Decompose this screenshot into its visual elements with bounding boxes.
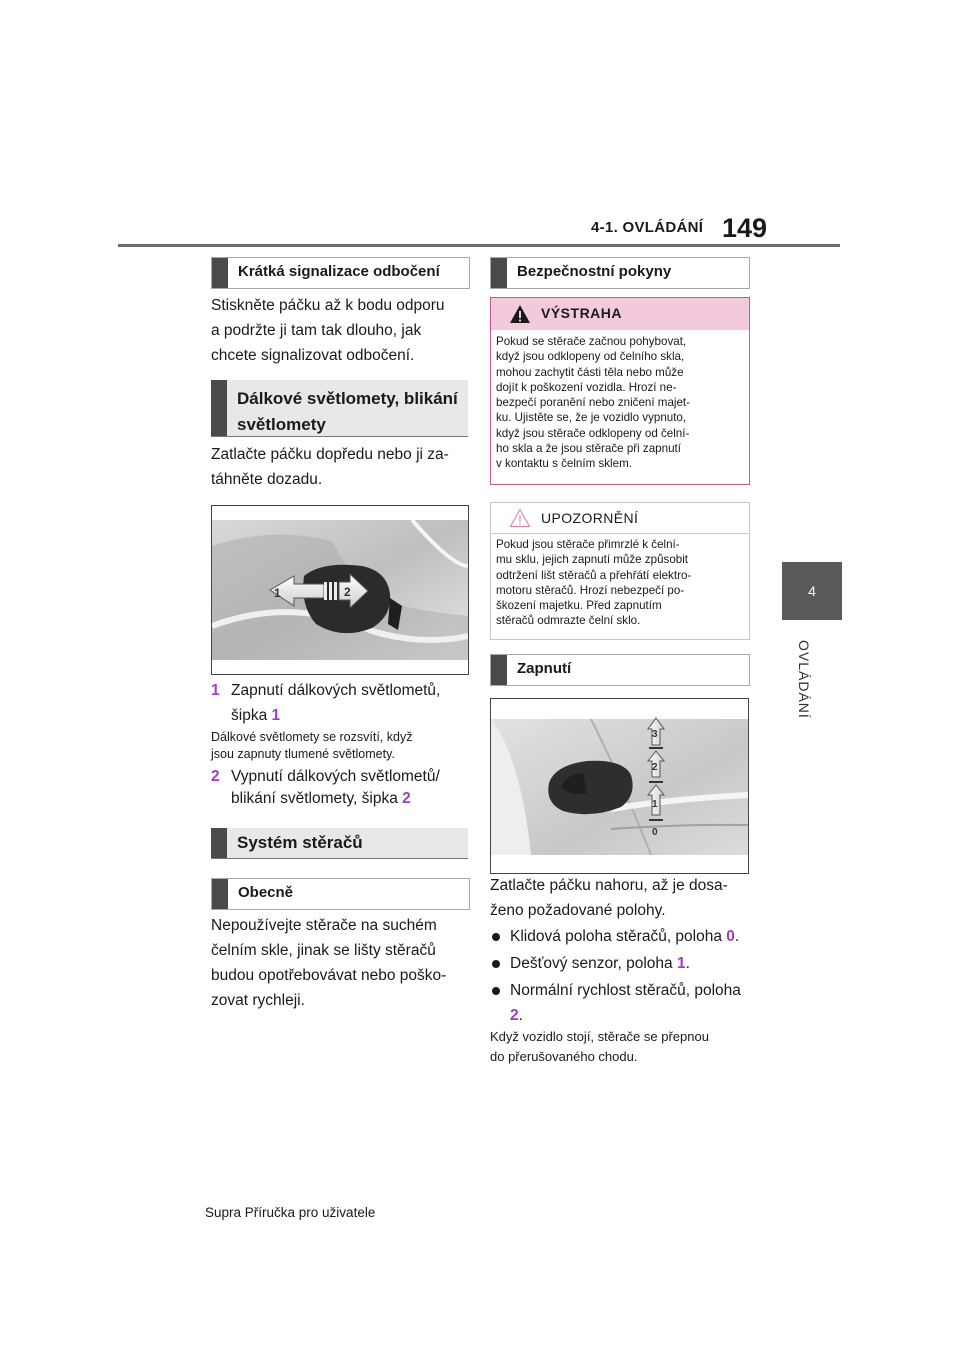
- section-title: 4-1. OVLÁDÁNÍ: [591, 219, 704, 236]
- page-number: 149: [722, 213, 768, 243]
- heading-general: [211, 878, 470, 910]
- heading-bar: [211, 380, 227, 436]
- heading-short-signal: [211, 257, 470, 289]
- heading-bar: [212, 258, 228, 288]
- chapter-tab-label: [775, 640, 849, 724]
- heading-safety: [490, 257, 750, 289]
- wiper-lever-illustration: [490, 698, 749, 874]
- paragraph-on: Zatlačte páčku nahoru, až je dosa- ženo požadované polohy.: [490, 877, 728, 919]
- list-item: Normální rychlost stěračů, poloha 2.: [490, 978, 755, 1028]
- header-rule: [118, 244, 840, 247]
- chapter-tab-text: OVLÁDÁNÍ: [796, 640, 812, 719]
- heading-bar: [491, 258, 507, 288]
- heading-bar: [212, 879, 228, 909]
- lever-illustration: [211, 505, 469, 675]
- heading-short-signal-text: Krátká signalizace odbočení: [238, 263, 440, 280]
- notice-triangle-icon: [509, 508, 531, 528]
- heading-bar: [491, 655, 507, 685]
- heading-bar: [211, 828, 227, 858]
- warning-title: VÝSTRAHA: [541, 305, 623, 321]
- bullet-icon: [492, 987, 500, 995]
- lever-label-2: 2: [344, 585, 351, 599]
- wiper-label-0: 0: [652, 827, 658, 838]
- wiper-positions-list: [490, 924, 755, 1030]
- note-wipers: Když vozidlo stojí, stěrače se přepnou do přerušovaného chodu.: [490, 1029, 709, 1064]
- heading-high-beam: [211, 380, 468, 437]
- heading-general-text: Obecně: [238, 884, 294, 901]
- notice-title: UPOZORNĚNÍ: [541, 510, 639, 526]
- heading-wipers-text: Systém stěračů: [237, 833, 363, 852]
- list-item-high-beam-off: 2 Vypnutí dálkových světlometů/ blikání světlomety, šipka 2: [211, 768, 440, 807]
- paragraph-general: Nepoužívejte stěrače na suchém čelním skle, jinak se lišty stěračů budou opotřebovávat nebo poško- zovat rychleji.: [211, 917, 447, 1009]
- chapter-tab[interactable]: 4: [782, 562, 842, 620]
- heading-on: [490, 654, 750, 686]
- wiper-label-2: 2: [652, 762, 658, 773]
- notice-box: [490, 502, 750, 640]
- wiper-lever-drawing: [491, 699, 748, 873]
- wiper-label-3: 3: [652, 729, 658, 740]
- warning-triangle-icon: [509, 304, 531, 324]
- list-item-high-beam-on: 1 Zapnutí dálkových světlometů, šipka 1: [211, 682, 441, 724]
- heading-safety-text: Bezpečnostní pokyny: [517, 263, 672, 280]
- warning-header: [491, 298, 749, 330]
- notice-header: [491, 503, 749, 534]
- list-item: Klidová poloha stěračů, poloha 0.: [490, 924, 755, 949]
- footer-text: Supra Příručka pro uživatele: [205, 1205, 376, 1220]
- lever-label-1: 1: [274, 586, 281, 600]
- bullet-icon: [492, 960, 500, 968]
- warning-box: [490, 297, 750, 485]
- notice-text: Pokud jsou stěrače přimrzlé k čelní- mu sklu, jejich zapnutí může způsobit odtržení lišt stěračů a přehřátí elektro- motoru stěračů. Hrozí nebezpečí po- škození majetku. Před zapnutím stěračů odmrazte čelní sklo.: [496, 538, 692, 628]
- lever-drawing: [212, 506, 468, 674]
- heading-on-text: Zapnutí: [517, 660, 572, 677]
- heading-wipers: [211, 828, 468, 859]
- list-item: Dešťový senzor, poloha 1.: [490, 951, 755, 976]
- paragraph-high-beam: Zatlačte páčku dopředu nebo ji za- táhněte dozadu.: [211, 446, 449, 488]
- heading-high-beam-text: Dálkové světlomety, blikání světlomety: [237, 389, 458, 434]
- warning-text: Pokud se stěrače začnou pohybovat, když jsou odklopeny od čelního skla, mohou zachytit části těla nebo může dojít k poškození vozidla. Hrozí ne- bezpečí poranění nebo zničení majet- ku. Ujistěte se, že je vozidlo vypnuto, když jsou stěrače odklopeny od čelní- ho skla a že jsou stěrače při zapnutí v kontaktu s čelním sklem.: [496, 335, 690, 471]
- paragraph-short-signal: Stiskněte páčku až k bodu odporu a podržte ji tam tak dlouho, jak chcete signalizovat odbočení.: [211, 297, 445, 364]
- note-high-beam: Dálkové světlomety se rozsvítí, když jsou zapnuty tlumené světlomety.: [211, 730, 413, 761]
- wiper-label-1: 1: [652, 799, 658, 810]
- bullet-icon: [492, 933, 500, 941]
